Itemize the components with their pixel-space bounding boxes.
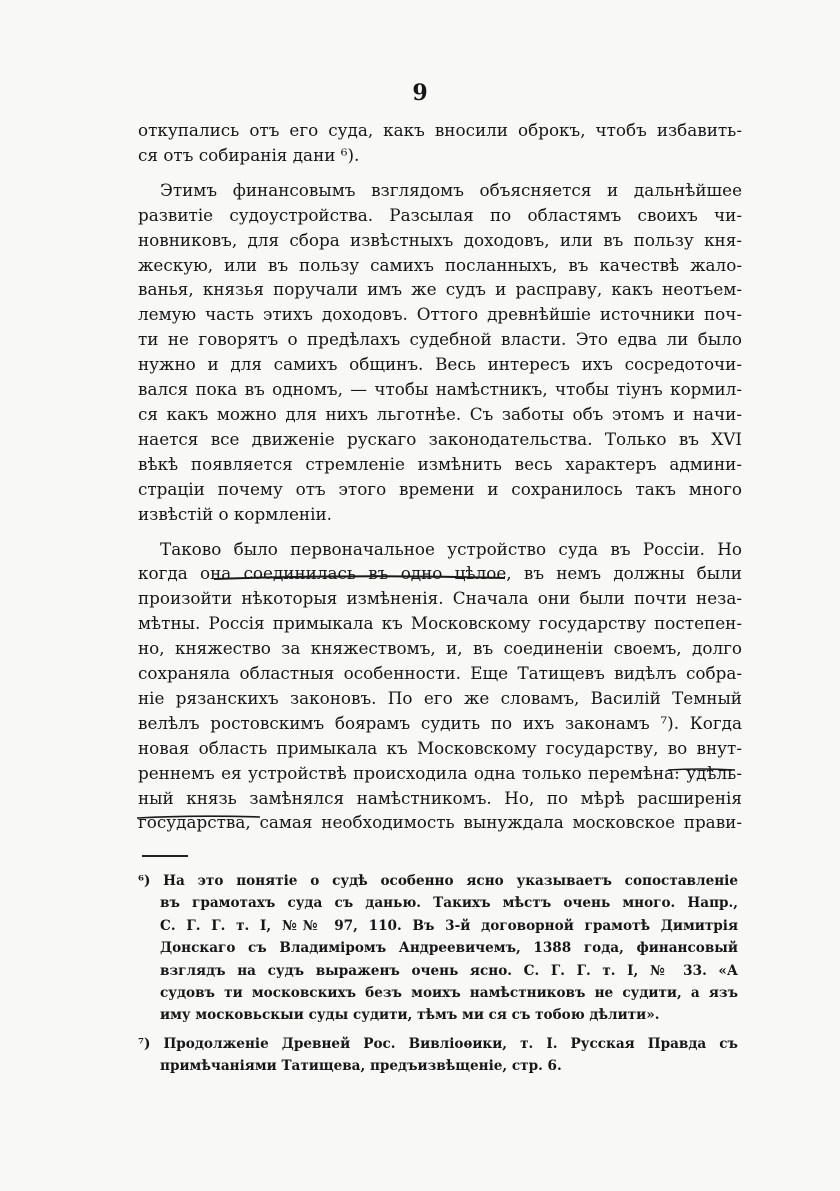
footnote-line: примѣчаніями Татищева, предъизвѣщеніе, стр. 6. [160, 1058, 562, 1075]
main-text [138, 118, 742, 835]
text-line: откупались отъ его суда, какъ вносили оброкъ, чтобъ избавить- [138, 120, 742, 140]
footnote-line: Донскаго съ Владиміромъ Андреевичемъ, 1388 года, финансовый [160, 940, 738, 957]
footnote-line: въ грамотахъ суда съ данью. Такихъ мѣстъ очень много. Напр., [160, 895, 738, 912]
paragraph-3 [138, 537, 742, 836]
text-line: ніе рязанскихъ законовъ. По его же словамъ, Василій Темный [138, 687, 742, 708]
footnote-line: судовъ ти московскихъ безъ моихъ намѣстниковъ не судити, а язъ [160, 985, 738, 1002]
text-line: нается все движеніе рускаго законодательства. Только въ XVI [138, 428, 742, 449]
footnote-line: взглядъ на судъ выраженъ очень ясно. С. Г. Г. т. I, № 33. «А [160, 962, 738, 979]
text-line: сохраняла областныя особенности. Еще Татищевъ видѣлъ собра- [138, 663, 742, 684]
footnote-7 [138, 1033, 738, 1078]
text-line: мѣтны. Россія примыкала къ Московскому государству постепен- [138, 613, 742, 634]
paragraph-1 [138, 118, 742, 168]
text-line: вался пока въ одномъ, — чтобы намѣстникъ, чтобы тіунъ кормил- [138, 379, 742, 400]
text-line: ся какъ можно для нихъ льготнѣе. Съ заботы объ этомъ и начи- [138, 403, 742, 424]
text-line: но, княжество за княжествомъ, и, въ соединеніи своемъ, долго [138, 638, 742, 659]
text-line: страціи почему отъ этого времени и сохранилось такъ много [138, 478, 742, 499]
text-line: произойти нѣкоторыя измѣненія. Сначала они были почти неза- [138, 588, 742, 609]
page-number: 9 [412, 80, 428, 106]
text-line: Этимъ финансовымъ взглядомъ объясняется и дальнѣйшее [160, 179, 742, 200]
text-line: вѣкѣ появляется стремленіе измѣнить весь характеръ админи- [138, 453, 742, 474]
footnote-line: ⁷) Продолженіе Древней Рос. Вивліоѳики, т. I. Русская Правда съ [138, 1035, 738, 1052]
text-line: нужно и для самихъ общинъ. Весь интересъ ихъ сосредоточи- [138, 354, 742, 375]
text-line: извѣстій о кормленіи. [138, 503, 332, 524]
text-line: жескую, или въ пользу самихъ посланныхъ, въ качествѣ жало- [138, 254, 742, 275]
text-line: ный князь замѣнялся намѣстникомъ. Но, по мѣрѣ расширенія [138, 787, 742, 808]
text-line-marked: когда она соединилась въ одно цѣлое, въ немъ должны были [138, 563, 742, 584]
text-line: ся отъ собиранія дани ⁶). [138, 144, 360, 165]
text-line: ти не говорятъ о предѣлахъ судебной власти. Это едва ли было [138, 329, 742, 350]
footnote-6 [138, 870, 738, 1027]
paragraph-2 [138, 178, 742, 527]
text-line: Таково было первоначальное устройство суда въ Россіи. Но [160, 538, 742, 559]
text-line: ванья, князья поручали имъ же судъ и расправу, какъ неотъем- [138, 279, 742, 300]
text-line: новниковъ, для сбора извѣстныхъ доходовъ, или въ пользу кня- [138, 229, 742, 250]
footnote-line: иму московьскыи суды судити, тѣмъ ми ся съ тобою дѣлити». [160, 1007, 660, 1024]
text-line: государства, самая необходимость вынуждала московское прави- [138, 812, 742, 833]
footnote-line: ⁶) На это понятіе о судѣ особенно ясно указываетъ сопоставленіе [138, 873, 738, 889]
footnote-divider [142, 855, 188, 857]
footnotes [138, 870, 738, 1078]
footnote-line: С. Г. Г. т. I, №№ 97, 110. Въ 3-й договорной грамотѣ Димитрія [160, 917, 738, 934]
text-line: новая область примыкала къ Московскому государству, во внут- [138, 737, 742, 758]
text-line: развитіе судоустройства. Разсылая по областямъ своихъ чи- [138, 204, 742, 225]
text-line: реннемъ ея устройствѣ происходила одна только перемѣна: удѣль- [138, 762, 742, 783]
text-line: велѣлъ ростовскимъ боярамъ судить по ихъ законамъ ⁷). Когда [138, 712, 742, 733]
text-line: лемую часть этихъ доходовъ. Оттого древнѣйшіе источники поч- [138, 304, 742, 325]
